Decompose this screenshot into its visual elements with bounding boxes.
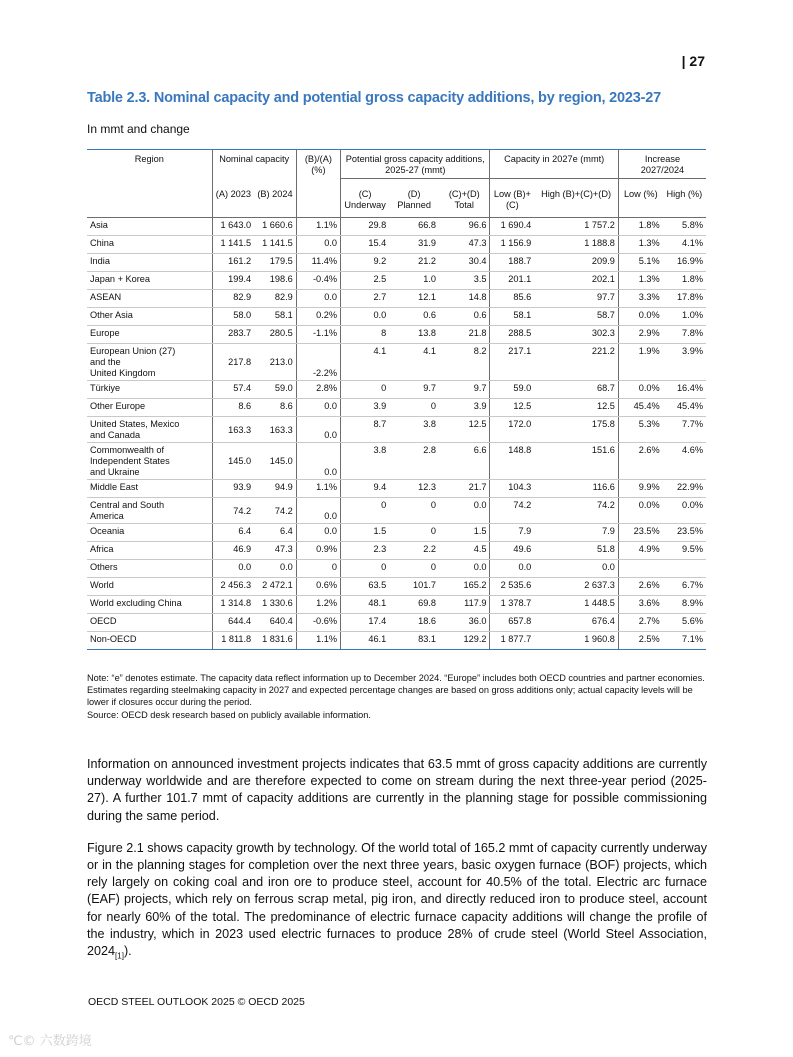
- cell-il: 2.7%: [618, 614, 662, 632]
- cell-low: 1 690.4: [490, 218, 534, 236]
- cell-a: 283.7: [212, 326, 254, 344]
- cell-a: 46.9: [212, 542, 254, 560]
- cell-c: 0.0: [341, 308, 390, 326]
- cell-ba: 0.6%: [296, 578, 340, 596]
- cell-il: 5.1%: [618, 254, 662, 272]
- cell-il: 1.3%: [618, 236, 662, 254]
- cell-low: 148.8: [490, 443, 534, 480]
- table-subtitle: In mmt and change: [87, 122, 190, 136]
- cell-c: 2.3: [341, 542, 390, 560]
- cell-low: 188.7: [490, 254, 534, 272]
- cell-ba: -1.1%: [296, 326, 340, 344]
- body-text: [87, 756, 707, 980]
- cell-il: 45.4%: [618, 399, 662, 417]
- cell-d: 12.1: [389, 290, 439, 308]
- cell-c: 2.7: [341, 290, 390, 308]
- paragraph-2-end: ).: [123, 944, 132, 959]
- cell-cd: 36.0: [439, 614, 490, 632]
- cell-region: United States, Mexico and Canada: [87, 417, 212, 443]
- cell-il: 0.0%: [618, 498, 662, 524]
- table-notes: [87, 672, 709, 721]
- cell-region: World: [87, 578, 212, 596]
- cell-c: 48.1: [341, 596, 390, 614]
- cell-ba: 1.2%: [296, 596, 340, 614]
- cell-ba: 0.0: [296, 399, 340, 417]
- cell-cd: 30.4: [439, 254, 490, 272]
- cell-b: 47.3: [254, 542, 296, 560]
- table-row: [87, 254, 706, 272]
- cell-il: 1.3%: [618, 272, 662, 290]
- cell-high: 58.7: [534, 308, 618, 326]
- cell-cd: 6.6: [439, 443, 490, 480]
- cell-cd: 21.7: [439, 480, 490, 498]
- cell-low: 217.1: [490, 344, 534, 381]
- cell-region: India: [87, 254, 212, 272]
- cell-ih: 9.5%: [663, 542, 706, 560]
- cell-region: Other Europe: [87, 399, 212, 417]
- cell-cd: 1.5: [439, 524, 490, 542]
- cell-il: 0.0%: [618, 308, 662, 326]
- cell-c: 29.8: [341, 218, 390, 236]
- table-row: [87, 399, 706, 417]
- cell-il: 2.5%: [618, 632, 662, 650]
- cell-il: 9.9%: [618, 480, 662, 498]
- page-footer: OECD STEEL OUTLOOK 2025 © OECD 2025: [88, 996, 305, 1008]
- cell-ba: 0.0: [296, 524, 340, 542]
- cell-ih: 6.7%: [663, 578, 706, 596]
- cell-d: 18.6: [389, 614, 439, 632]
- table-source: Source: OECD desk research based on publicly available information.: [87, 709, 371, 720]
- cell-d: 69.8: [389, 596, 439, 614]
- cell-d: 0: [389, 498, 439, 524]
- header-nominal-capacity: Nominal capacity: [212, 150, 296, 179]
- page-number: | 27: [681, 53, 705, 69]
- cell-low: 7.9: [490, 524, 534, 542]
- cell-d: 21.2: [389, 254, 439, 272]
- cell-a: 6.4: [212, 524, 254, 542]
- header-a-2023: (A) 2023: [212, 179, 254, 218]
- cell-low: 58.1: [490, 308, 534, 326]
- cell-low: 104.3: [490, 480, 534, 498]
- cell-ih: 22.9%: [663, 480, 706, 498]
- cell-cd: 3.5: [439, 272, 490, 290]
- cell-c: 9.2: [341, 254, 390, 272]
- cell-ih: 7.1%: [663, 632, 706, 650]
- cell-b: 213.0: [254, 344, 296, 381]
- cell-region: Japan + Korea: [87, 272, 212, 290]
- cell-high: 1 960.8: [534, 632, 618, 650]
- cell-low: 49.6: [490, 542, 534, 560]
- cell-ba: 1.1%: [296, 218, 340, 236]
- header-region: Region: [87, 150, 212, 179]
- cell-c: 3.8: [341, 443, 390, 480]
- table-row: [87, 560, 706, 578]
- cell-d: 0: [389, 524, 439, 542]
- cell-b: 6.4: [254, 524, 296, 542]
- table-row: [87, 480, 706, 498]
- cell-ih: 16.4%: [663, 381, 706, 399]
- cell-ih: 5.6%: [663, 614, 706, 632]
- cell-ba: 2.8%: [296, 381, 340, 399]
- cell-cd: 117.9: [439, 596, 490, 614]
- cell-d: 2.2: [389, 542, 439, 560]
- cell-b: 82.9: [254, 290, 296, 308]
- cell-il: 3.6%: [618, 596, 662, 614]
- cell-a: 1 141.5: [212, 236, 254, 254]
- cell-ih: 3.9%: [663, 344, 706, 381]
- cell-region: Oceania: [87, 524, 212, 542]
- reference-link[interactable]: [1]: [115, 951, 124, 961]
- cell-il: 2.6%: [618, 578, 662, 596]
- cell-ba: 0.0: [296, 290, 340, 308]
- cell-region: Middle East: [87, 480, 212, 498]
- cell-high: 151.6: [534, 443, 618, 480]
- cell-a: 57.4: [212, 381, 254, 399]
- cell-cd: 12.5: [439, 417, 490, 443]
- cell-low: 1 877.7: [490, 632, 534, 650]
- cell-region: Africa: [87, 542, 212, 560]
- table-row: [87, 578, 706, 596]
- cell-c: 1.5: [341, 524, 390, 542]
- cell-a: 1 314.8: [212, 596, 254, 614]
- table-row: [87, 381, 706, 399]
- cell-low: 85.6: [490, 290, 534, 308]
- paragraph-2-text: Figure 2.1 shows capacity growth by technology. Of the world total of 165.2 mmt of capacity currently underway or in the planning stages for completion over the next three years, basic oxygen furnace (BOF) projects, which rely largely on coking coal and iron ore to produce steel, account for 40.5% of the total. Electric arc furnace (EAF) projects, which rely on ferrous scrap metal, pig iron, and directly reduced iron to produce steel, account for nearly 60% of the total. The predominance of electric furnace capacity additions will change the profile of the industry, which in 2023 used electric furnaces to produce 28% of crude steel (World Steel Association, 2024: [87, 840, 707, 959]
- cell-cd: 21.8: [439, 326, 490, 344]
- cell-high: 676.4: [534, 614, 618, 632]
- cell-cd: 129.2: [439, 632, 490, 650]
- cell-ba: 1.1%: [296, 480, 340, 498]
- cell-ih: 1.0%: [663, 308, 706, 326]
- cell-il: 4.9%: [618, 542, 662, 560]
- cell-a: 2 456.3: [212, 578, 254, 596]
- cell-region: China: [87, 236, 212, 254]
- cell-b: 2 472.1: [254, 578, 296, 596]
- table-row: [87, 417, 706, 443]
- table-row: [87, 498, 706, 524]
- cell-b: 1 141.5: [254, 236, 296, 254]
- cell-ih: 4.1%: [663, 236, 706, 254]
- cell-a: 163.3: [212, 417, 254, 443]
- cell-c: 8.7: [341, 417, 390, 443]
- cell-high: 97.7: [534, 290, 618, 308]
- cell-region: European Union (27) and the United Kingdom: [87, 344, 212, 381]
- header-c-underway: (C) Underway: [341, 179, 390, 218]
- cell-b: 640.4: [254, 614, 296, 632]
- header-ba-ratio: (B)/(A) (%): [296, 150, 340, 179]
- cell-c: 9.4: [341, 480, 390, 498]
- cell-ba: -2.2%: [296, 344, 340, 381]
- cell-b: 58.1: [254, 308, 296, 326]
- cell-il: 23.5%: [618, 524, 662, 542]
- cell-il: 3.3%: [618, 290, 662, 308]
- cell-high: 74.2: [534, 498, 618, 524]
- header-low-capacity: Low (B)+(C): [490, 179, 534, 218]
- cell-a: 93.9: [212, 480, 254, 498]
- cell-low: 0.0: [490, 560, 534, 578]
- cell-ih: 8.9%: [663, 596, 706, 614]
- cell-b: 1 831.6: [254, 632, 296, 650]
- cell-low: 201.1: [490, 272, 534, 290]
- cell-b: 74.2: [254, 498, 296, 524]
- cell-region: Others: [87, 560, 212, 578]
- table-row: [87, 236, 706, 254]
- cell-high: 202.1: [534, 272, 618, 290]
- cell-c: 17.4: [341, 614, 390, 632]
- cell-ba: 0: [296, 560, 340, 578]
- cell-d: 0: [389, 399, 439, 417]
- cell-a: 0.0: [212, 560, 254, 578]
- cell-cd: 9.7: [439, 381, 490, 399]
- cell-ba: 1.1%: [296, 632, 340, 650]
- cell-a: 644.4: [212, 614, 254, 632]
- cell-a: 199.4: [212, 272, 254, 290]
- cell-low: 2 535.6: [490, 578, 534, 596]
- cell-high: 1 448.5: [534, 596, 618, 614]
- capacity-table: [87, 149, 706, 650]
- cell-region: Asia: [87, 218, 212, 236]
- cell-cd: 47.3: [439, 236, 490, 254]
- cell-low: 1 156.9: [490, 236, 534, 254]
- cell-cd: 96.6: [439, 218, 490, 236]
- cell-ih: 0.0%: [663, 498, 706, 524]
- cell-d: 83.1: [389, 632, 439, 650]
- cell-low: 74.2: [490, 498, 534, 524]
- cell-ba: 0.0: [296, 498, 340, 524]
- table-row: [87, 290, 706, 308]
- table-row: [87, 308, 706, 326]
- cell-il: 2.9%: [618, 326, 662, 344]
- cell-ih: 4.6%: [663, 443, 706, 480]
- table-row: [87, 632, 706, 650]
- cell-il: 0.0%: [618, 381, 662, 399]
- cell-ih: 7.8%: [663, 326, 706, 344]
- cell-a: 217.8: [212, 344, 254, 381]
- cell-region: ASEAN: [87, 290, 212, 308]
- cell-high: 302.3: [534, 326, 618, 344]
- header-d-planned: (D) Planned: [389, 179, 439, 218]
- cell-ba: 0.0: [296, 236, 340, 254]
- cell-region: Europe: [87, 326, 212, 344]
- cell-c: 0: [341, 381, 390, 399]
- table-row: [87, 272, 706, 290]
- cell-low: 172.0: [490, 417, 534, 443]
- cell-a: 145.0: [212, 443, 254, 480]
- header-increase: Increase 2027/2024: [618, 150, 706, 179]
- header-capacity-2027: Capacity in 2027e (mmt): [490, 150, 618, 179]
- table-title: Table 2.3. Nominal capacity and potential gross capacity additions, by region, 2023-27: [87, 90, 661, 106]
- cell-cd: 0.6: [439, 308, 490, 326]
- cell-a: 161.2: [212, 254, 254, 272]
- cell-region: OECD: [87, 614, 212, 632]
- cell-d: 1.0: [389, 272, 439, 290]
- cell-high: 2 637.3: [534, 578, 618, 596]
- cell-high: 175.8: [534, 417, 618, 443]
- cell-a: 58.0: [212, 308, 254, 326]
- cell-ih: 1.8%: [663, 272, 706, 290]
- cell-ih: 23.5%: [663, 524, 706, 542]
- header-high-capacity: High (B)+(C)+(D): [534, 179, 618, 218]
- cell-high: 116.6: [534, 480, 618, 498]
- cell-b: 94.9: [254, 480, 296, 498]
- cell-cd: 3.9: [439, 399, 490, 417]
- cell-ba: 11.4%: [296, 254, 340, 272]
- cell-region: Central and South America: [87, 498, 212, 524]
- table-row: [87, 443, 706, 480]
- cell-il: 2.6%: [618, 443, 662, 480]
- header-b-2024: (B) 2024: [254, 179, 296, 218]
- cell-ih: 16.9%: [663, 254, 706, 272]
- cell-il: 1.9%: [618, 344, 662, 381]
- table-row: [87, 596, 706, 614]
- cell-c: 3.9: [341, 399, 390, 417]
- cell-c: 63.5: [341, 578, 390, 596]
- cell-b: 198.6: [254, 272, 296, 290]
- cell-high: 1 757.2: [534, 218, 618, 236]
- cell-low: 1 378.7: [490, 596, 534, 614]
- cell-cd: 0.0: [439, 498, 490, 524]
- cell-c: 8: [341, 326, 390, 344]
- cell-cd: 14.8: [439, 290, 490, 308]
- table-row: [87, 326, 706, 344]
- cell-low: 657.8: [490, 614, 534, 632]
- cell-cd: 8.2: [439, 344, 490, 381]
- cell-ba: 0.9%: [296, 542, 340, 560]
- header-potential-additions: Potential gross capacity additions, 2025-27 (mmt): [341, 150, 490, 179]
- cell-a: 82.9: [212, 290, 254, 308]
- cell-region: World excluding China: [87, 596, 212, 614]
- cell-high: 68.7: [534, 381, 618, 399]
- cell-low: 288.5: [490, 326, 534, 344]
- cell-b: 59.0: [254, 381, 296, 399]
- cell-b: 145.0: [254, 443, 296, 480]
- cell-d: 31.9: [389, 236, 439, 254]
- cell-cd: 4.5: [439, 542, 490, 560]
- cell-b: 0.0: [254, 560, 296, 578]
- cell-ih: 17.8%: [663, 290, 706, 308]
- cell-d: 12.3: [389, 480, 439, 498]
- cell-a: 8.6: [212, 399, 254, 417]
- cell-region: Türkiye: [87, 381, 212, 399]
- cell-d: 101.7: [389, 578, 439, 596]
- watermark: ℃© 六数跨境: [8, 1034, 92, 1049]
- cell-b: 1 330.6: [254, 596, 296, 614]
- cell-d: 0.6: [389, 308, 439, 326]
- cell-region: Non-OECD: [87, 632, 212, 650]
- cell-c: 2.5: [341, 272, 390, 290]
- cell-region: Commonwealth of Independent States and Ukraine: [87, 443, 212, 480]
- cell-ba: 0.0: [296, 417, 340, 443]
- cell-d: 0: [389, 560, 439, 578]
- cell-high: 7.9: [534, 524, 618, 542]
- table-note: Note: “e” denotes estimate. The capacity data reflect information up to December 2024. “Europe” includes both OECD countries and partner economies. Estimates regarding steelmaking capacity in 2027 and expected percentage changes are based on gross additions only; actual capacity levels will be lower if closures occur during the period.: [87, 673, 705, 708]
- cell-d: 9.7: [389, 381, 439, 399]
- cell-ih: 45.4%: [663, 399, 706, 417]
- cell-b: 8.6: [254, 399, 296, 417]
- cell-low: 59.0: [490, 381, 534, 399]
- cell-ih: 5.8%: [663, 218, 706, 236]
- cell-d: 3.8: [389, 417, 439, 443]
- cell-b: 1 660.6: [254, 218, 296, 236]
- cell-d: 2.8: [389, 443, 439, 480]
- cell-c: 4.1: [341, 344, 390, 381]
- cell-ba: 0.2%: [296, 308, 340, 326]
- cell-cd: 0.0: [439, 560, 490, 578]
- cell-high: 221.2: [534, 344, 618, 381]
- paragraph-2: [87, 840, 707, 965]
- header-cd-total: (C)+(D) Total: [439, 179, 490, 218]
- cell-c: 0: [341, 498, 390, 524]
- cell-c: 15.4: [341, 236, 390, 254]
- cell-il: 5.3%: [618, 417, 662, 443]
- header-increase-high: High (%): [663, 179, 706, 218]
- paragraph-1: Information on announced investment projects indicates that 63.5 mmt of gross capacity additions are currently underway worldwide and are therefore expected to come on stream during the next three-year period (2025-27). A further 101.7 mmt of capacity additions are currently in the planning stage for possible commissioning during the same period.: [87, 757, 707, 823]
- cell-ba: -0.6%: [296, 614, 340, 632]
- cell-region: Other Asia: [87, 308, 212, 326]
- table-row: [87, 524, 706, 542]
- cell-low: 12.5: [490, 399, 534, 417]
- table-row: [87, 614, 706, 632]
- cell-a: 1 643.0: [212, 218, 254, 236]
- cell-b: 163.3: [254, 417, 296, 443]
- cell-d: 66.8: [389, 218, 439, 236]
- cell-high: 1 188.8: [534, 236, 618, 254]
- cell-b: 280.5: [254, 326, 296, 344]
- table-row: [87, 542, 706, 560]
- cell-ih: 7.7%: [663, 417, 706, 443]
- cell-a: 74.2: [212, 498, 254, 524]
- cell-high: 12.5: [534, 399, 618, 417]
- cell-c: 0: [341, 560, 390, 578]
- cell-c: 46.1: [341, 632, 390, 650]
- cell-d: 4.1: [389, 344, 439, 381]
- cell-a: 1 811.8: [212, 632, 254, 650]
- cell-d: 13.8: [389, 326, 439, 344]
- table-row: [87, 218, 706, 236]
- cell-ba: -0.4%: [296, 272, 340, 290]
- cell-il: 1.8%: [618, 218, 662, 236]
- cell-ba: 0.0: [296, 443, 340, 480]
- cell-b: 179.5: [254, 254, 296, 272]
- cell-cd: 165.2: [439, 578, 490, 596]
- table-row: [87, 344, 706, 381]
- cell-high: 209.9: [534, 254, 618, 272]
- cell-high: 51.8: [534, 542, 618, 560]
- cell-ih: [663, 560, 706, 578]
- header-increase-low: Low (%): [618, 179, 662, 218]
- cell-high: 0.0: [534, 560, 618, 578]
- cell-il: [618, 560, 662, 578]
